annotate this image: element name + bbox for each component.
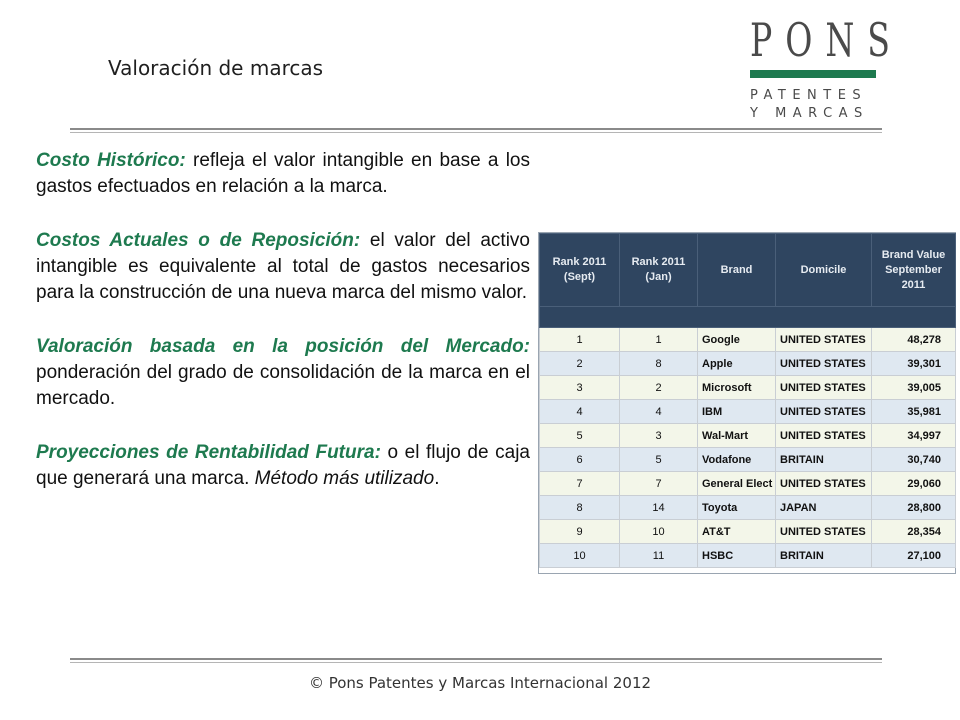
term: Costo Histórico: bbox=[36, 150, 186, 171]
cell-brand-value: 28,800 bbox=[872, 496, 956, 520]
cell-brand: General Elect bbox=[698, 472, 776, 496]
cell-brand: Toyota bbox=[698, 496, 776, 520]
brand-table bbox=[539, 233, 956, 568]
header-rank-sept: Rank 2011 (Sept) bbox=[540, 234, 620, 307]
cell-brand-value: 39,301 bbox=[872, 352, 956, 376]
cell-rank-sept: 5 bbox=[540, 424, 620, 448]
cell-brand: HSBC bbox=[698, 544, 776, 568]
cell-brand: Apple bbox=[698, 352, 776, 376]
table-row bbox=[540, 448, 956, 472]
cell-brand: AT&T bbox=[698, 520, 776, 544]
paragraph-costo-historico bbox=[36, 148, 530, 200]
header-brand: Brand bbox=[698, 234, 776, 307]
header-spacer-row bbox=[540, 307, 956, 328]
paragraph-rentabilidad-futura bbox=[36, 440, 530, 492]
cell-rank-jan: 14 bbox=[620, 496, 698, 520]
cell-rank-sept: 2 bbox=[540, 352, 620, 376]
cell-rank-sept: 10 bbox=[540, 544, 620, 568]
table-row bbox=[540, 376, 956, 400]
cell-brand: Vodafone bbox=[698, 448, 776, 472]
cell-brand-value: 27,100 bbox=[872, 544, 956, 568]
slide-title: Valoración de marcas bbox=[108, 56, 324, 80]
table-row bbox=[540, 400, 956, 424]
term: Valoración basada en la posición del Mercado: bbox=[36, 336, 530, 357]
cell-brand: Google bbox=[698, 328, 776, 352]
cell-rank-jan: 5 bbox=[620, 448, 698, 472]
cell-brand-value: 29,060 bbox=[872, 472, 956, 496]
brand-value-table bbox=[538, 232, 956, 574]
body-text bbox=[36, 148, 530, 520]
cell-rank-jan: 8 bbox=[620, 352, 698, 376]
cell-brand-value: 34,997 bbox=[872, 424, 956, 448]
cell-domicile: UNITED STATES bbox=[776, 376, 872, 400]
cell-rank-jan: 7 bbox=[620, 472, 698, 496]
cell-rank-sept: 4 bbox=[540, 400, 620, 424]
cell-brand-value: 48,278 bbox=[872, 328, 956, 352]
paragraph-text: el valor del activo intangible es equivalente al total de gastos necesarios para la construcción de una nueva marca del mismo valor. bbox=[36, 230, 530, 303]
table-row bbox=[540, 496, 956, 520]
cell-domicile: UNITED STATES bbox=[776, 400, 872, 424]
table-row bbox=[540, 328, 956, 352]
header-domicile: Domicile bbox=[776, 234, 872, 307]
cell-brand-value: 28,354 bbox=[872, 520, 956, 544]
cell-domicile: UNITED STATES bbox=[776, 328, 872, 352]
logo-wordmark: PONS bbox=[750, 13, 903, 67]
header-brand-value: Brand Value September 2011 bbox=[872, 234, 956, 307]
cell-rank-jan: 3 bbox=[620, 424, 698, 448]
logo-line-marcas: Y MARCAS bbox=[750, 106, 869, 121]
paragraph-posicion-mercado bbox=[36, 334, 530, 412]
logo-bar bbox=[750, 70, 876, 78]
table-row bbox=[540, 544, 956, 568]
cell-rank-sept: 7 bbox=[540, 472, 620, 496]
cell-domicile: UNITED STATES bbox=[776, 352, 872, 376]
table-row bbox=[540, 352, 956, 376]
cell-rank-sept: 8 bbox=[540, 496, 620, 520]
cell-domicile: UNITED STATES bbox=[776, 520, 872, 544]
cell-rank-sept: 6 bbox=[540, 448, 620, 472]
logo-line-patentes: PATENTES bbox=[750, 88, 868, 103]
cell-rank-sept: 3 bbox=[540, 376, 620, 400]
paragraph-costos-actuales bbox=[36, 228, 530, 306]
cell-brand: Microsoft bbox=[698, 376, 776, 400]
paragraph-text: refleja el valor intangible en base a los gastos efectuados en relación a la marca. bbox=[36, 150, 530, 197]
cell-rank-jan: 4 bbox=[620, 400, 698, 424]
cell-brand-value: 30,740 bbox=[872, 448, 956, 472]
term: Proyecciones de Rentabilidad Futura: bbox=[36, 442, 381, 463]
cell-domicile: UNITED STATES bbox=[776, 424, 872, 448]
cell-rank-jan: 2 bbox=[620, 376, 698, 400]
bottom-divider bbox=[70, 658, 882, 663]
cell-domicile: BRITAIN bbox=[776, 448, 872, 472]
cell-domicile: JAPAN bbox=[776, 496, 872, 520]
paragraph-text: ponderación del grado de consolidación de la marca en el mercado. bbox=[36, 362, 530, 409]
header-rank-jan: Rank 2011 (Jan) bbox=[620, 234, 698, 307]
cell-domicile: BRITAIN bbox=[776, 544, 872, 568]
cell-rank-sept: 9 bbox=[540, 520, 620, 544]
cell-rank-jan: 11 bbox=[620, 544, 698, 568]
pons-logo bbox=[750, 12, 903, 122]
paragraph-text: o el flujo de caja que generará una marca. bbox=[36, 442, 530, 489]
cell-rank-sept: 1 bbox=[540, 328, 620, 352]
cell-domicile: UNITED STATES bbox=[776, 472, 872, 496]
cell-rank-jan: 1 bbox=[620, 328, 698, 352]
footer-copyright: © Pons Patentes y Marcas Internacional 2012 bbox=[308, 674, 652, 692]
term: Costos Actuales o de Reposición: bbox=[36, 230, 361, 251]
cell-brand-value: 39,005 bbox=[872, 376, 956, 400]
table-header-row bbox=[540, 234, 956, 307]
cell-brand: Wal-Mart bbox=[698, 424, 776, 448]
cell-brand-value: 35,981 bbox=[872, 400, 956, 424]
table-row bbox=[540, 520, 956, 544]
paragraph-end: . bbox=[434, 468, 440, 489]
table-row bbox=[540, 424, 956, 448]
top-divider bbox=[70, 128, 882, 133]
paragraph-italic: Método más utilizado bbox=[254, 468, 435, 489]
table-row bbox=[540, 472, 956, 496]
cell-brand: IBM bbox=[698, 400, 776, 424]
cell-rank-jan: 10 bbox=[620, 520, 698, 544]
